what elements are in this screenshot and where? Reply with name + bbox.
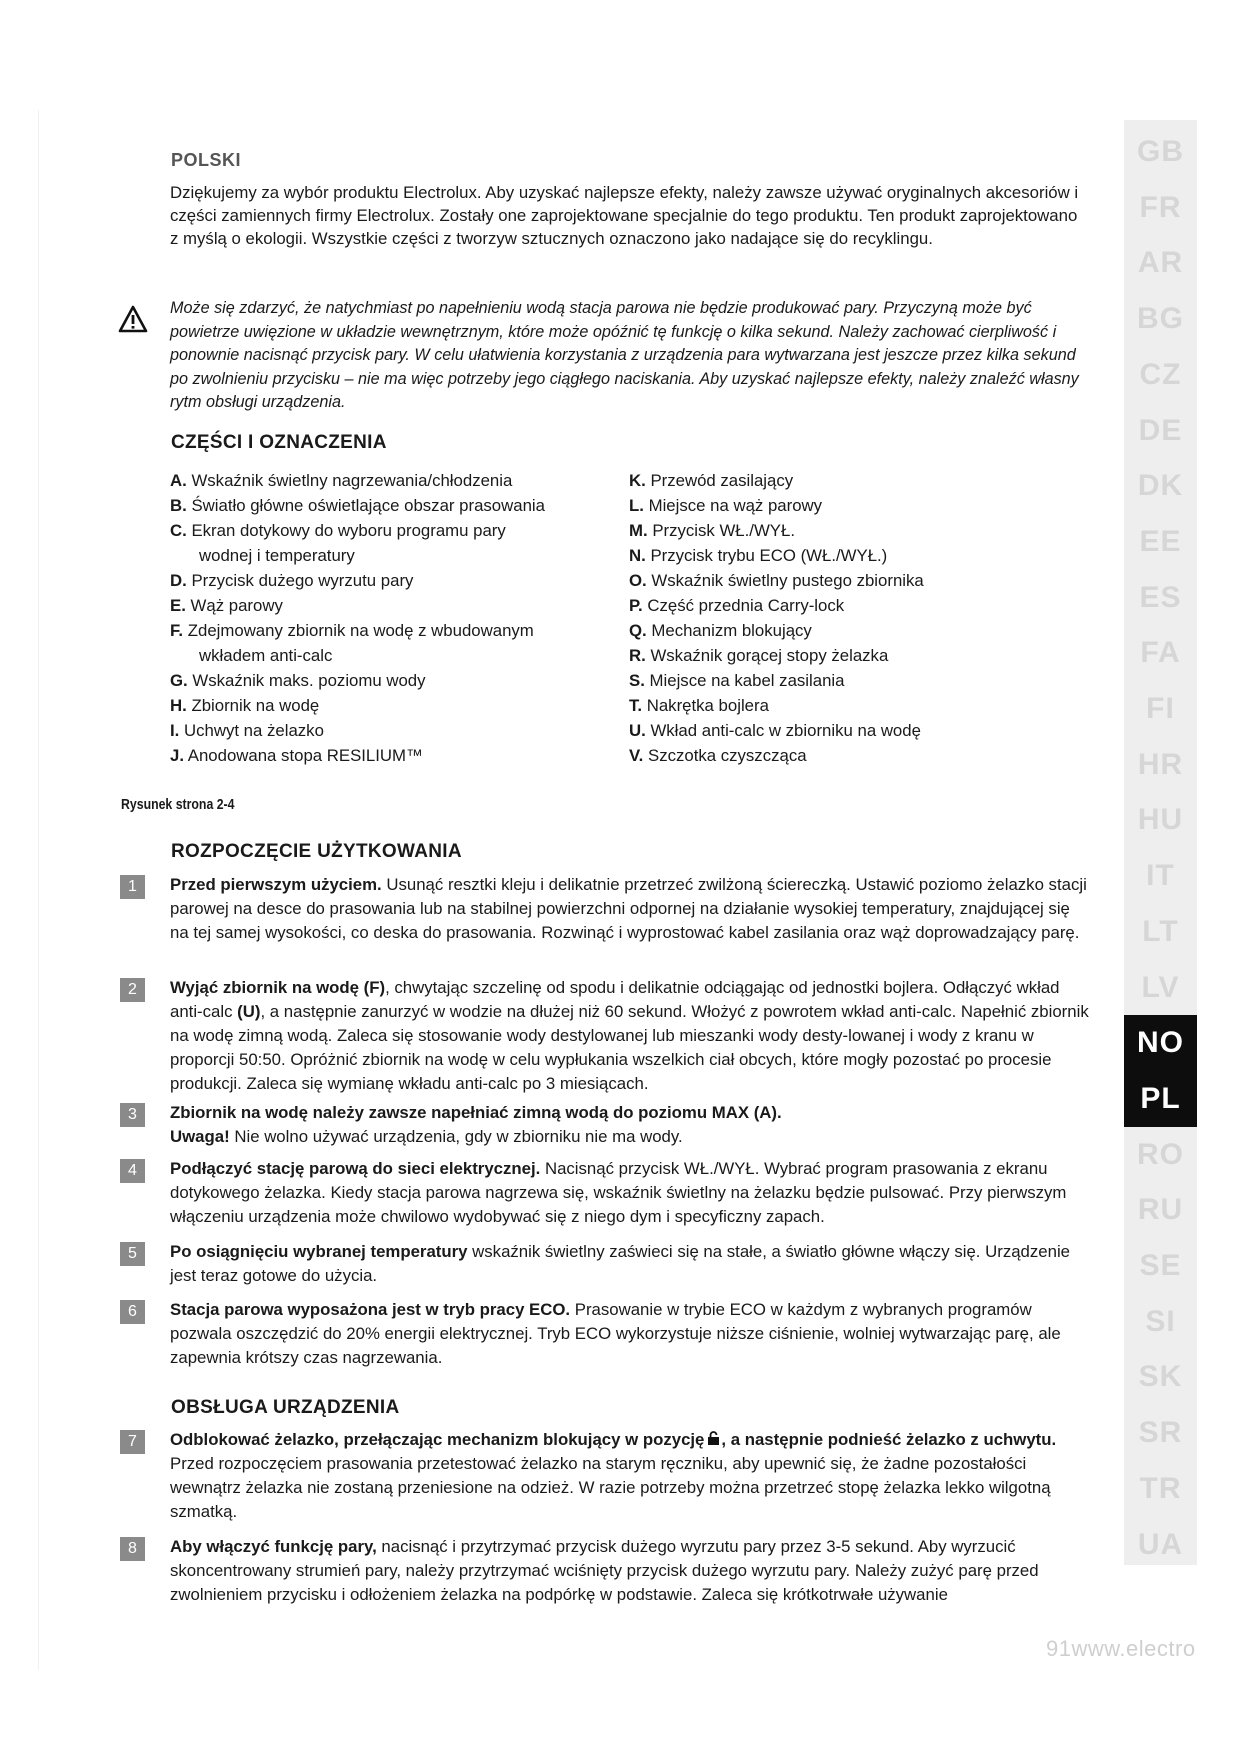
language-tab-no[interactable]: NO xyxy=(1124,1015,1197,1071)
step-2-text: Wyjąć zbiornik na wodę (F), chwytając szczelinę od spodu i delikatnie odciągając od jednostki bojlera. Odłączyć wkład anti-calc (U), a następnie zanurzyć w wodzie na dłużej niż 60 sekund. Włożyć z powrotem wkład anti-calc. Napełnić zbiornik na wodę zimną wodą. Zaleca się stosowanie wody destylowanej lub mieszanki wody desty-lowanej i wody z kranu w proporcji 50:50. Opróżnić zbiornik na wodę w celu wypłukania wszelkich ciał obcych, które mogły pozostać po procesie produkcji. Zaleca się wymianę wkładu anti-calc po 3 miesiącach. xyxy=(170,978,1089,1093)
step-number: 7 xyxy=(120,1430,145,1454)
margin-line xyxy=(38,110,39,1670)
part-letter: N. xyxy=(629,546,646,565)
language-tab-ee[interactable]: EE xyxy=(1139,524,1182,558)
part-item xyxy=(170,568,545,593)
part-letter: L. xyxy=(629,496,644,515)
part-item xyxy=(170,468,545,493)
language-tab-ru[interactable]: RU xyxy=(1137,1193,1184,1227)
part-item xyxy=(170,493,545,518)
part-label: Przycisk WŁ./WYŁ. xyxy=(652,521,795,540)
part-item xyxy=(170,668,545,693)
language-tab-ar[interactable]: AR xyxy=(1137,246,1184,280)
part-item xyxy=(170,593,545,618)
language-tab-lt[interactable]: LT xyxy=(1142,914,1179,948)
part-letter: G. xyxy=(170,671,188,690)
part-letter: U. xyxy=(629,721,646,740)
part-item xyxy=(170,718,545,743)
part-label: Mechanizm blokujący xyxy=(651,621,812,640)
part-label: Przycisk trybu ECO (WŁ./WYŁ.) xyxy=(650,546,888,565)
step-number: 6 xyxy=(120,1300,145,1324)
part-letter: R. xyxy=(629,646,646,665)
part-label: Wskaźnik maks. poziomu wody xyxy=(192,671,426,690)
step-8-text: Aby włączyć funkcję pary, nacisnąć i przytrzymać przycisk dużego wyrzutu pary przez 3-5 sekund. Aby wyrzucić skoncentrowany strumień pary, należy przytrzymać wciśnięty przycisk dużego wyrzutu pary. Należy zużyć parę przed zwolnieniem przycisku i odłożeniem żelazka na podpórkę w podstawie. Zaleca się krótkotrwałe używanie xyxy=(170,1537,1039,1604)
part-item xyxy=(170,693,545,718)
warning-icon xyxy=(118,305,148,333)
part-label: Anodowana stopa RESILIUM™ xyxy=(187,746,423,765)
language-tab-dk[interactable]: DK xyxy=(1137,469,1184,503)
language-tab-fr[interactable]: FR xyxy=(1139,190,1182,224)
part-letter: D. xyxy=(170,571,187,590)
parts-list-left xyxy=(170,468,545,768)
part-label: Nakrętka bojlera xyxy=(646,696,769,715)
part-letter: M. xyxy=(629,521,648,540)
part-label: Przewód zasilający xyxy=(650,471,794,490)
step-number: 8 xyxy=(120,1537,145,1561)
language-tab-bg[interactable]: BG xyxy=(1137,302,1184,336)
part-label: wodnej i temperatury xyxy=(199,546,355,565)
language-tab-hr[interactable]: HR xyxy=(1137,747,1184,781)
parts-list-right xyxy=(629,468,924,768)
step-6-text: Stacja parowa wyposażona jest w tryb pracy ECO. Prasowanie w trybie ECO w każdym z wybranych programów pozwala oszczędzić do 20% energii elektrycznej. Tryb ECO wykorzystuje niższe ciśnienie, wolniej wytwarzając parę, ale zapewnia krótszy czas nagrzewania. xyxy=(170,1300,1061,1367)
step-number: 5 xyxy=(120,1242,145,1266)
part-letter: Q. xyxy=(629,621,647,640)
part-label: Ekran dotykowy do wyboru programu pary xyxy=(191,521,506,540)
part-label: Szczotka czyszcząca xyxy=(648,746,807,765)
language-tab-it[interactable]: IT xyxy=(1146,859,1175,893)
part-letter: E. xyxy=(170,596,186,615)
part-item xyxy=(629,468,924,493)
step-4-text: Podłączyć stację parową do sieci elektrycznej. Nacisnąć przycisk WŁ./WYŁ. Wybrać program prasowania z ekranu dotykowego żelazka. Kiedy stacja parowa nagrzewa się, wskaźnik świetlny na żelazku będzie pulsować. Przy pierwszym włączeniu urządzenia może chwilowo wydobywać się z niego dym i specyficzny zapach. xyxy=(170,1159,1067,1226)
language-tab-ua[interactable]: UA xyxy=(1137,1527,1184,1561)
language-tab-fa[interactable]: FA xyxy=(1140,636,1181,670)
part-label: Wskaźnik świetlny nagrzewania/chłodzenia xyxy=(191,471,513,490)
part-item xyxy=(629,643,924,668)
part-label: Zdejmowany zbiornik na wodę z wbudowanym xyxy=(187,621,534,640)
part-item xyxy=(629,718,924,743)
part-item xyxy=(170,518,545,543)
part-item xyxy=(629,668,924,693)
part-item xyxy=(629,593,924,618)
part-label: Wskaźnik gorącej stopy żelazka xyxy=(650,646,889,665)
part-item xyxy=(629,518,924,543)
part-label: Zbiornik na wodę xyxy=(191,696,320,715)
step-7-text: Odblokować żelazko, przełączając mechanizm blokujący w pozycję , a następnie podnieść żelazko z uchwytu. Przed rozpoczęciem prasowania przetestować żelazko na starym ręczniku, aby upewnić się, że żadne pozostałości wewnątrz żelazka nie zostaną przeniesione na odzież. W razie potrzeby można przetrzeć stopę żelazka lekko wilgotną szmatką. xyxy=(170,1430,1057,1521)
part-letter: I. xyxy=(170,721,180,740)
language-tab-si[interactable]: SI xyxy=(1145,1304,1176,1338)
part-label: Wskaźnik świetlny pustego zbiornika xyxy=(651,571,924,590)
part-label: Wąż parowy xyxy=(190,596,283,615)
step-5-text: Po osiągnięciu wybranej temperatury wskaźnik świetlny zaświeci się na stałe, a światło główne włączy się. Urządzenie jest teraz gotowe do użycia. xyxy=(170,1242,1071,1285)
lock-open-icon xyxy=(707,1431,720,1446)
figure-reference: Rysunek strona 2-4 xyxy=(121,796,235,813)
part-letter: B. xyxy=(170,496,187,515)
part-letter: O. xyxy=(629,571,647,590)
language-tab-tr[interactable]: TR xyxy=(1139,1471,1182,1505)
part-item xyxy=(629,543,924,568)
part-item xyxy=(170,643,545,668)
part-label: Miejsce na wąż parowy xyxy=(648,496,823,515)
part-letter: V. xyxy=(629,746,644,765)
language-tab-fi[interactable]: FI xyxy=(1146,692,1175,725)
footer-url: 91www.electro xyxy=(1046,1636,1196,1661)
part-letter: S. xyxy=(629,671,645,690)
language-tab-ro[interactable]: RO xyxy=(1137,1137,1184,1171)
language-tab-hu[interactable]: HU xyxy=(1137,803,1184,837)
start-heading: ROZPOCZĘCIE UŻYTKOWANIA xyxy=(171,841,462,862)
part-letter: J. xyxy=(170,746,184,765)
step-number: 2 xyxy=(120,978,145,1002)
step-number: 4 xyxy=(120,1159,145,1183)
language-tab-gb[interactable]: GB xyxy=(1137,135,1184,168)
warning-paragraph: Może się zdarzyć, że natychmiast po napełnieniu wodą stacja parowa nie będzie produkować pary. Przyczyną może być powietrze uwięzione w układzie wewnętrznym, które może opóźnić tę funkcję o kilka sekund. Należy zachować cierpliwość i ponownie nacisnąć przycisk pary. W celu ułatwienia korzystania z urządzenia para wytwarzana jest jeszcze przez kilka sekund po zwolnieniu przycisku – nie ma więc potrzeby jego ciągłego naciskania. Aby uzyskać najlepsze efekty, należy znaleźć własny rytm obsługi urządzenia. xyxy=(170,299,1079,411)
language-tab-sk[interactable]: SK xyxy=(1138,1360,1183,1394)
step-number: 3 xyxy=(120,1103,145,1127)
part-item xyxy=(629,693,924,718)
part-item xyxy=(629,493,924,518)
part-label: Wkład anti-calc w zbiorniku na wodę xyxy=(650,721,921,740)
part-item xyxy=(170,743,545,768)
parts-heading: CZĘŚCI I OZNACZENIA xyxy=(171,432,387,453)
language-tab-lv[interactable]: LV xyxy=(1141,970,1180,1004)
language-tab-pl[interactable]: PL xyxy=(1124,1071,1197,1127)
part-letter: K. xyxy=(629,471,646,490)
part-item xyxy=(170,543,545,568)
part-label: Miejsce na kabel zasilania xyxy=(649,671,845,690)
language-tab-es[interactable]: ES xyxy=(1139,580,1182,614)
intro-paragraph: Dziękujemy za wybór produktu Electrolux. Aby uzyskać najlepsze efekty, należy zawsze używać oryginalnych akcesoriów i części zamiennych firmy Electrolux. Zostały one zaprojektowane specjalnie do tego produktu. Ten produkt zaprojektowano z myślą o ekologii. Wszystkie części z tworzyw sztucznych oznaczono jako nadające się do recyklingu. xyxy=(170,183,1079,248)
part-letter: T. xyxy=(629,696,643,715)
part-letter: C. xyxy=(170,521,187,540)
part-letter: A. xyxy=(170,471,187,490)
part-letter: F. xyxy=(170,621,184,640)
part-letter: P. xyxy=(629,596,643,615)
language-tab-sr[interactable]: SR xyxy=(1138,1416,1183,1450)
part-label: wkładem anti-calc xyxy=(199,646,333,665)
language-heading: POLSKI xyxy=(171,150,242,170)
part-label: Światło główne oświetlające obszar prasowania xyxy=(191,496,545,515)
part-label: Przycisk dużego wyrzutu pary xyxy=(191,571,414,590)
part-item xyxy=(629,743,924,768)
part-label: Uchwyt na żelazko xyxy=(184,721,324,740)
use-heading: OBSŁUGA URZĄDZENIA xyxy=(171,1397,400,1418)
language-tab-se[interactable]: SE xyxy=(1139,1249,1182,1282)
language-tab-de[interactable]: DE xyxy=(1138,413,1183,447)
language-tab-cz[interactable]: CZ xyxy=(1139,357,1182,391)
part-item xyxy=(629,568,924,593)
part-item xyxy=(629,618,924,643)
step-number: 1 xyxy=(120,875,145,899)
step-1-text: Przed pierwszym użyciem. Usunąć resztki kleju i delikatnie przetrzeć zwilżoną ściereczką. Ustawić poziomo żelazko stacji parowej na desce do prasowania lub na stabilnej powierzchni odpornej na działanie wysokiej temperatury, znajdującej się na tej samej wysokości, co deska do prasowania. Rozwinąć i wyprostować kabel zasilania oraz wąż doprowadzający parę. xyxy=(170,875,1087,942)
part-letter: H. xyxy=(170,696,187,715)
part-item xyxy=(170,618,545,643)
part-label: Część przednia Carry-lock xyxy=(647,596,845,615)
step-3-text: Zbiornik na wodę należy zawsze napełniać zimną wodą do poziomu MAX (A). Uwaga! Nie wolno używać urządzenia, gdy w zbiorniku nie ma wody. xyxy=(170,1103,782,1146)
